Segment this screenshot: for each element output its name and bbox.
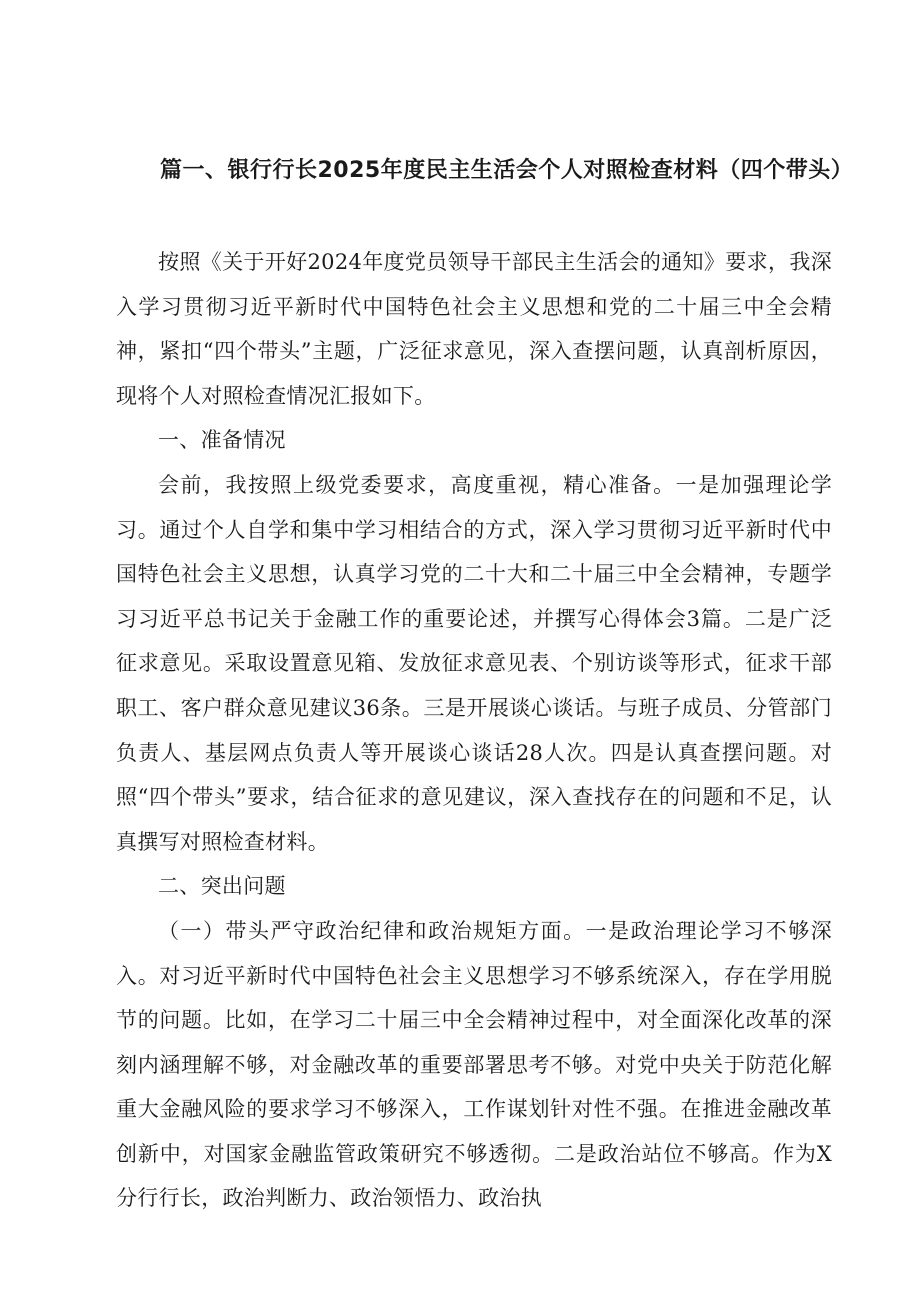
- preparation-paragraph: 会前，我按照上级党委要求，高度重视，精心准备。一是加强理论学习。通过个人自学和集中学习相结合的方式，深入学习贯彻习近平新时代中国特色社会主义思想，认真学习党的二十大和二十届三中全会精神，专题学习习近平总书记关于金融工作的重要论述，并撰写心得体会3篇。二是广泛征求意见。采取设置意见箱、发放征求意见表、个别访谈等形式，征求干部职工、客户群众意见建议36条。三是开展谈心谈话。与班子成员、分管部门负责人、基层网点负责人等开展谈心谈话28人次。四是认真查摆问题。对照“四个带头”要求，结合征求的意见建议，深入查找存在的问题和不足，认真撰写对照检查材料。: [116, 472, 832, 854]
- section-heading-problems: 二、突出问题: [158, 874, 286, 899]
- section-heading-preparation: 一、准备情况: [158, 428, 286, 453]
- document-title: 篇一、银行行长2025年度民主生活会个人对照检查材料（四个带头）: [160, 158, 854, 183]
- document-body: [116, 240, 832, 1221]
- problems-paragraph: （一）带头严守政治纪律和政治规矩方面。一是政治理论学习不够深入。对习近平新时代中国特色社会主义思想学习不够系统深入，存在学用脱节的问题。比如，在学习二十届三中全会精神过程中，对全面深化改革的深刻内涵理解不够，对金融改革的重要部署思考不够。对党中央关于防范化解重大金融风险的要求学习不够深入，工作谋划针对性不强。在推进金融改革创新中，对国家金融监管政策研究不够透彻。二是政治站位不够高。作为X分行行长，政治判断力、政治领悟力、政治执: [116, 918, 832, 1211]
- intro-paragraph: 按照《关于开好2024年度党员领导干部民主生活会的通知》要求，我深入学习贯彻习近平新时代中国特色社会主义思想和党的二十届三中全会精神，紧扣“四个带头”主题，广泛征求意见，深入查摆问题，认真剖析原因，现将个人对照检查情况汇报如下。: [116, 250, 832, 408]
